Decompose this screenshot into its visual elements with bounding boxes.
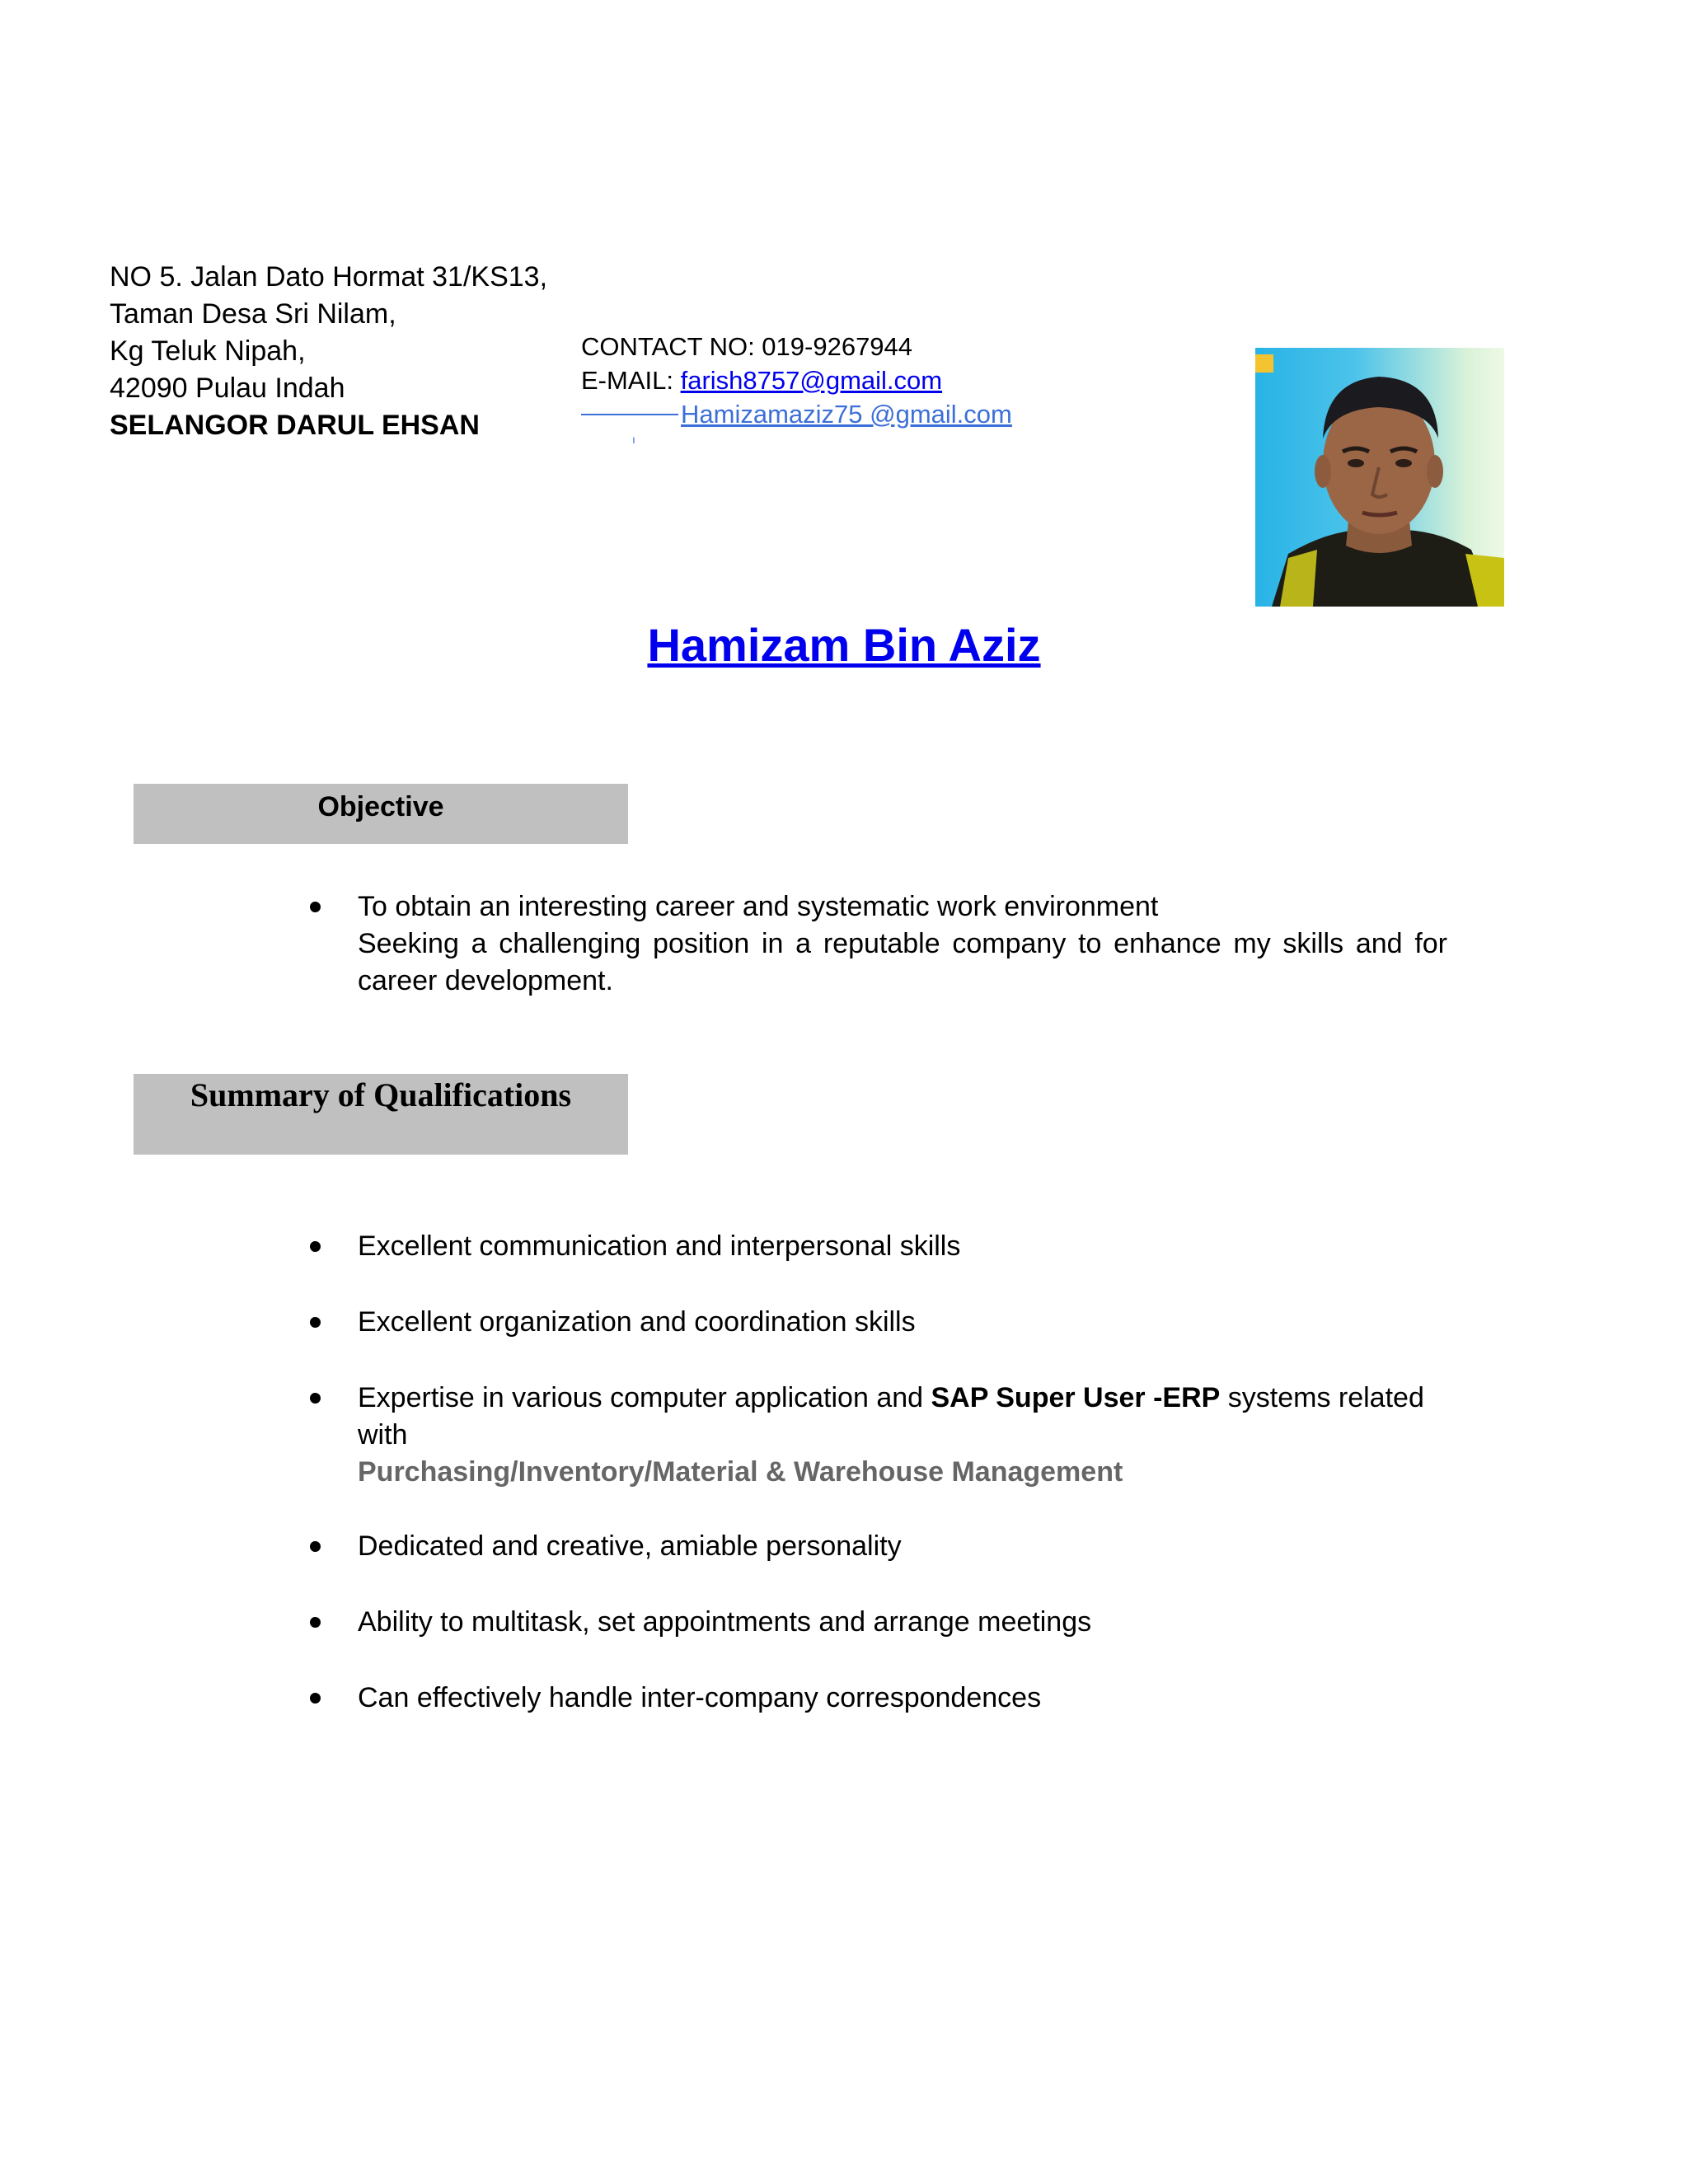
- qualification-text: Ability to multitask, set appointments and arrange meetings: [358, 1606, 1092, 1638]
- list-item: [304, 1604, 1458, 1641]
- email-link-primary[interactable]: farish8757@gmail.com: [680, 366, 943, 395]
- bullet-icon: [310, 1541, 321, 1552]
- qualification-text-post: systems related with: [358, 1382, 1424, 1451]
- qualifications-list: [304, 1228, 1458, 1755]
- qualification-text-pre: Expertise in various computer application and: [358, 1382, 931, 1413]
- address-state: SELANGOR DARUL EHSAN: [110, 410, 480, 441]
- address-line-3: Kg Teluk Nipah,: [110, 335, 306, 367]
- bullet-icon: [310, 1693, 321, 1704]
- qualification-text-highlight: Purchasing/Inventory/Material & Warehouse Management: [358, 1456, 1123, 1488]
- address-line-2: Taman Desa Sri Nilam,: [110, 298, 396, 330]
- objective-bullet-text: To obtain an interesting career and systematic work environment: [358, 891, 1159, 922]
- qualification-text-bold: SAP Super User -ERP: [931, 1382, 1221, 1413]
- list-item: [304, 1380, 1458, 1491]
- contact-phone: CONTACT NO: 019-9267944: [581, 332, 913, 361]
- address-block: [110, 259, 547, 444]
- bullet-icon: [310, 1393, 321, 1404]
- underline-artifact: [581, 414, 678, 415]
- portrait-illustration: [1255, 348, 1504, 607]
- address-line-1: NO 5. Jalan Dato Hormat 31/KS13,: [110, 261, 548, 293]
- list-item: [304, 1228, 1458, 1265]
- list-item: [304, 1680, 1458, 1717]
- bullet-icon: [310, 1241, 321, 1252]
- list-item: [304, 1304, 1458, 1341]
- section-header-objective: Objective: [134, 784, 628, 844]
- bullet-icon: [310, 1617, 321, 1628]
- list-item: [304, 1528, 1458, 1565]
- address-line-4: 42090 Pulau Indah: [110, 373, 345, 404]
- qualification-text: Excellent organization and coordination skills: [358, 1306, 916, 1338]
- contact-block: [581, 330, 1012, 446]
- bullet-icon: [310, 1317, 321, 1328]
- qualification-text: Excellent communication and interpersonal skills: [358, 1230, 961, 1262]
- email-label: E-MAIL:: [581, 366, 673, 395]
- objective-paragraph: Seeking a challenging position in a reputable company to enhance my skills and for career development.: [358, 928, 1447, 996]
- qualification-text: Dedicated and creative, amiable personality: [358, 1530, 902, 1562]
- qualification-text: Can effectively handle inter-company correspondences: [358, 1682, 1042, 1713]
- objective-bullet: [304, 888, 1447, 926]
- candidate-name: Hamizam Bin Aziz: [647, 619, 1041, 671]
- section-header-summary: Summary of Qualifications: [134, 1074, 628, 1155]
- bullet-icon: [310, 902, 321, 912]
- objective-section: [304, 888, 1447, 1000]
- underline-tick-mark: ı: [632, 433, 635, 446]
- contact-email-row: [581, 363, 1012, 397]
- profile-photo: [1255, 348, 1504, 607]
- email-link-secondary[interactable]: Hamizamaziz75 @gmail.com: [681, 400, 1012, 429]
